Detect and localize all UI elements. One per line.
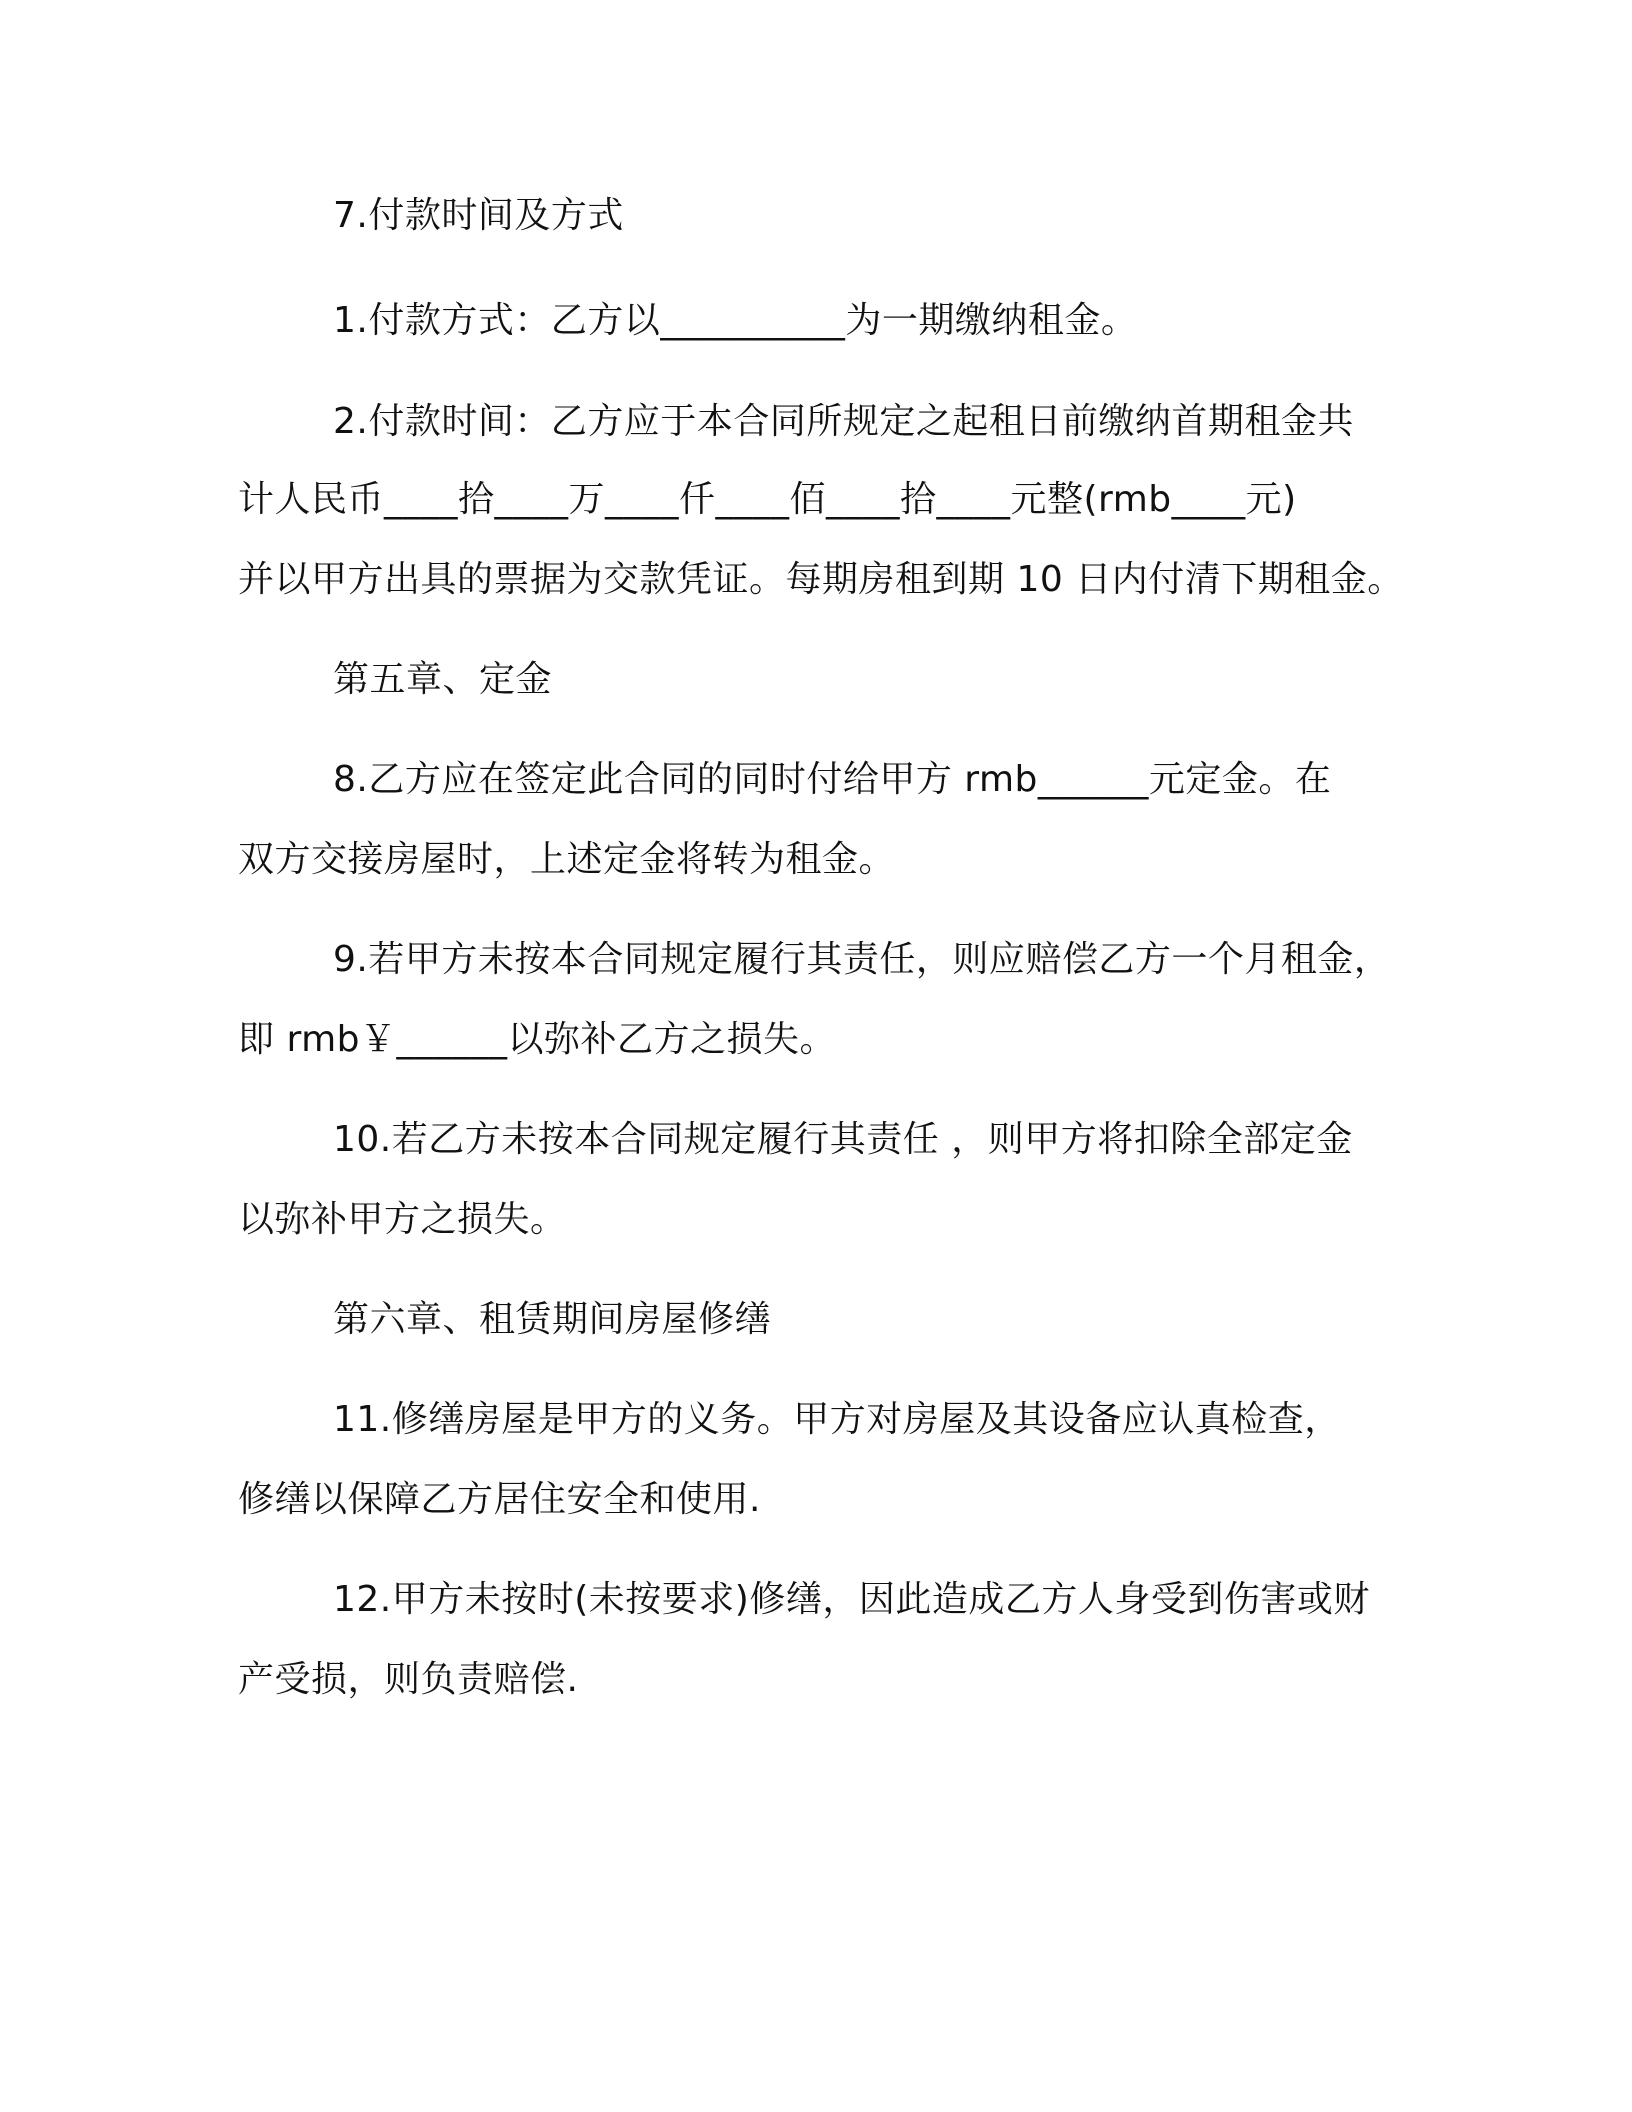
chapter-5-heading: 第五章、定金 <box>333 659 553 700</box>
chapter-6-heading: 第六章、租赁期间房屋修缮 <box>333 1299 772 1340</box>
clause-9-text-line-2: 即 rmb￥______以弥补乙方之损失。 <box>238 1019 837 1060</box>
clause-12-text-line-2: 产受损，则负责赔偿. <box>238 1659 579 1700</box>
clause-2-text-line-1: 2.付款时间：乙方应于本合同所规定之起租日前缴纳首期租金共 <box>333 401 1354 442</box>
clause-11-text-line-1: 11.修缮房屋是甲方的义务。甲方对房屋及其设备应认真检查， <box>333 1399 1341 1440</box>
clause-1-text: 1.付款方式：乙方以__________为一期缴纳租金。 <box>333 300 1138 341</box>
clause-2-text-line-2: 计人民币____拾____万____仟____佰____拾____元整(rmb____元) <box>238 479 1297 520</box>
clause-10-text-line-1: 10.若乙方未按本合同规定履行其责任 ，则甲方将扣除全部定金 <box>333 1119 1353 1160</box>
clause-8-text-line-2: 双方交接房屋时，上述定金将转为租金。 <box>238 839 896 880</box>
clause-9-text-line-1: 9.若甲方未按本合同规定履行其责任，则应赔偿乙方一个月租金， <box>333 939 1391 980</box>
clause-12-text-line-1: 12.甲方未按时(未按要求)修缮，因此造成乙方人身受到伤害或财 <box>333 1579 1370 1620</box>
clause-11-text-line-2: 修缮以保障乙方居住安全和使用. <box>238 1479 761 1520</box>
clause-2-text-line-3: 并以甲方出具的票据为交款凭证。每期房租到期 10 日内付清下期租金。 <box>238 559 1404 600</box>
clause-7-heading: 7.付款时间及方式 <box>333 195 624 236</box>
clause-10-text-line-2: 以弥补甲方之损失。 <box>238 1199 567 1240</box>
clause-8-text-line-1: 8.乙方应在签定此合同的同时付给甲方 rmb______元定金。在 <box>333 759 1332 800</box>
